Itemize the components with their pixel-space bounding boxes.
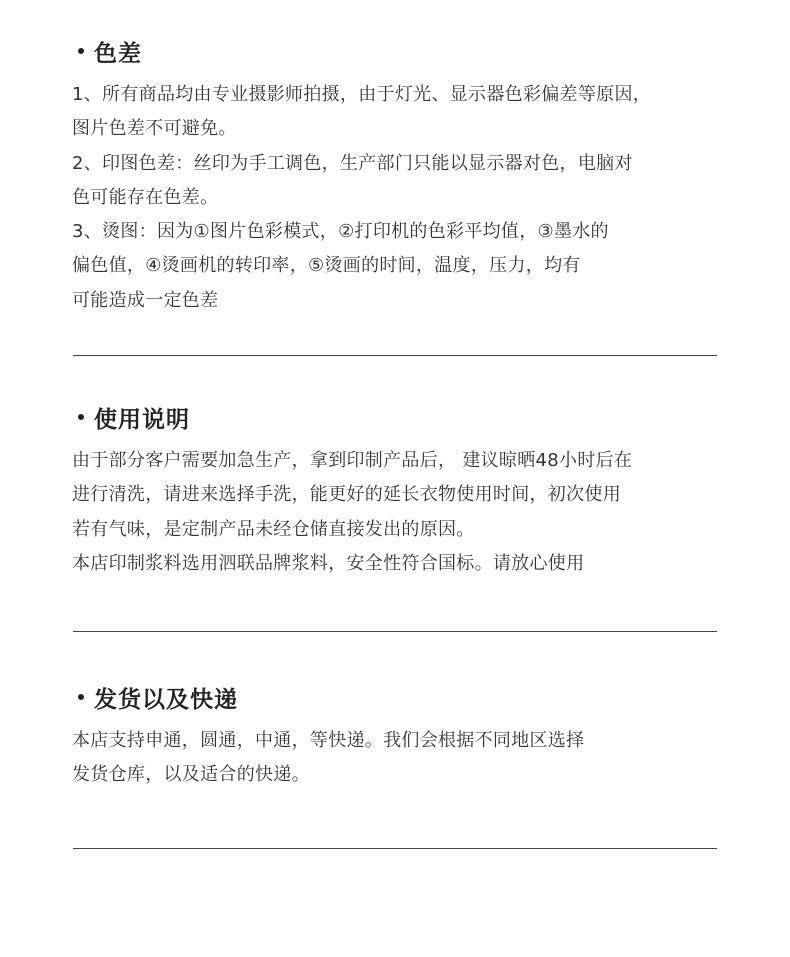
text-line: 若有气味，是定制产品未经仓储直接发出的原因。: [72, 518, 475, 540]
text-line: 色可能存在色差。: [72, 186, 219, 208]
section-divider: [73, 631, 717, 632]
section-body: [72, 78, 718, 318]
text-line: 1、所有商品均由专业摄影师拍摄，由于灯光、显示器色彩偏差等原因，: [72, 84, 652, 105]
bullet-dot-icon: [78, 694, 84, 700]
section-shipping: [72, 682, 718, 793]
section-body: [72, 724, 718, 793]
section-heading: [72, 36, 718, 66]
bullet-dot-icon: [78, 48, 84, 54]
section-color-difference: [72, 36, 718, 318]
section-heading: [72, 402, 718, 432]
text-line: 2、印图色差：丝印为手工调色，生产部门只能以显示器对色，电脑对: [72, 152, 633, 174]
text-line: 由于部分客户需要加急生产，拿到印制产品后， 建议晾晒48小时后在: [72, 450, 633, 471]
text-line: 图片色差不可避免。: [72, 118, 237, 140]
section-title: 使用说明: [94, 406, 190, 433]
section-title: 色差: [94, 40, 142, 67]
text-line: 发货仓库，以及适合的快递。: [72, 764, 310, 786]
text-line: 可能造成一定色差: [72, 289, 219, 311]
section-divider: [73, 355, 717, 356]
section-title: 发货以及快递: [94, 686, 238, 713]
section-usage-instructions: [72, 402, 718, 581]
text-line: 偏色值，④烫画机的转印率，⑤烫画的时间，温度，压力，均有: [72, 255, 581, 277]
section-body: [72, 444, 718, 581]
text-line: 本店支持申通，圆通，中通，等快递。我们会根据不同地区选择: [72, 730, 585, 751]
section-divider: [73, 848, 717, 849]
text-line: 进行清洗，请进来选择手洗，能更好的延长衣物使用时间，初次使用: [72, 484, 621, 506]
bullet-dot-icon: [78, 414, 84, 420]
text-line: 3、烫图：因为①图片色彩模式，②打印机的色彩平均值，③墨水的: [72, 221, 609, 243]
section-heading: [72, 682, 718, 712]
text-line: 本店印制浆料选用泗联品牌浆料，安全性符合国标。请放心使用: [72, 552, 585, 574]
